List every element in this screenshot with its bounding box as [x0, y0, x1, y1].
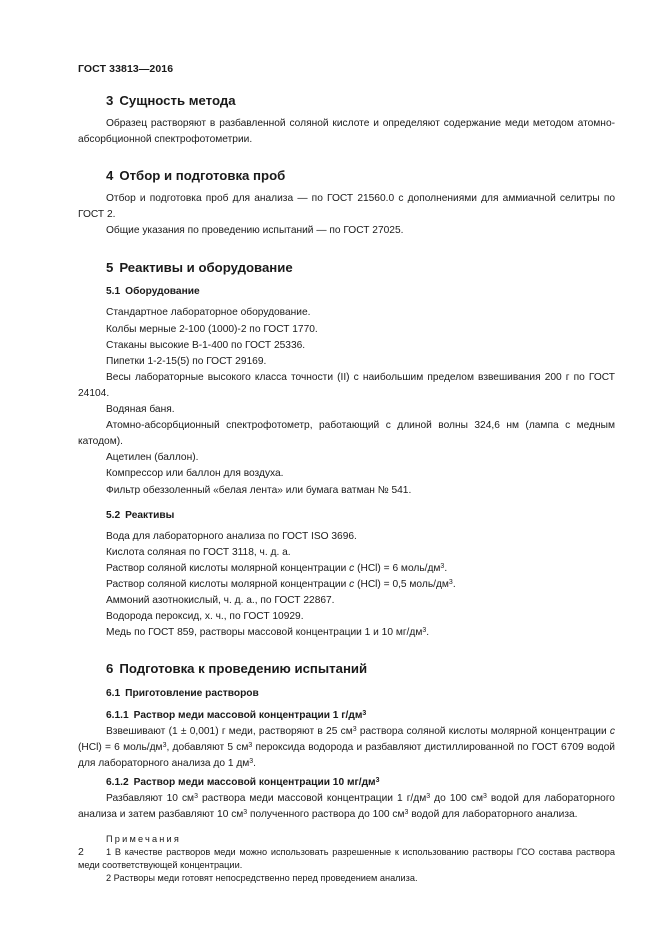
subsection-6-1-2-heading: 6.1.2 Раствор меди массовой концентрации 10 $мг/дм^3$: [106, 776, 380, 788]
document-body: [78, 93, 615, 885]
list-item: Раствор соляной кислоты молярной концентрации c (HCl) = 6 моль/$дм^3$.: [106, 562, 448, 574]
note-item: 1 В качестве растворов меди можно использовать разрешенные к использованию растворы ГСО состава раствора меди соответствующей концентрации.: [78, 846, 615, 870]
section-4-paragraph: Отбор и подготовка проб для анализа — по ГОСТ 21560.0 с дополнениями для аммиачной селитры по ГОСТ 2.: [78, 193, 615, 221]
note-item: 2 Растворы меди готовят непосредственно перед проведением анализа.: [106, 872, 418, 883]
paragraph: Разбавляют 10 $см^3$ раствора меди массовой концентрации 1 $г/дм^3$ до 100 $см^3$ водой для лабораторного анализа и затем разбавляют 10 $см^3$ полученного раствора до 100 $см^3$ водой для лабораторного анализа.: [78, 792, 615, 820]
document-header: ГОСТ 33813—2016: [78, 63, 174, 75]
section-number: 4: [106, 168, 114, 184]
list-item: Компрессор или баллон для воздуха.: [106, 468, 284, 480]
section-title: Реактивы и оборудование: [119, 260, 293, 276]
subsection-title: Оборудование: [125, 286, 200, 298]
subsection-title: Раствор меди массовой концентрации 10 мг/дм: [133, 776, 376, 788]
list-item: Весы лабораторные высокого класса точности (II) с наибольшим пределом взвешивания 200 г по ГОСТ 24104.: [78, 371, 615, 399]
notes-title: Примечания: [106, 833, 182, 844]
subsection-number: 5.1: [106, 286, 121, 298]
subsection-number: 6.1: [106, 688, 121, 700]
section-number: 3: [106, 93, 114, 108]
subsection-title: Реактивы: [125, 509, 175, 521]
section-4-paragraph: Общие указания по проведению испытаний — по ГОСТ 27025.: [106, 225, 404, 237]
list-item: Атомно-абсорбционный спектрофотометр, работающий с длиной волны 324,6 нм (лампа с медным катодом).: [78, 420, 615, 448]
list-item: Ацетилен (баллон).: [106, 452, 199, 464]
list-item: Колбы мерные 2-100 (1000)-2 по ГОСТ 1770.: [106, 323, 318, 335]
list-item: Медь по ГОСТ 859, растворы массовой концентрации 1 и 10 $мг/дм^3$.: [106, 627, 430, 639]
paragraph: Взвешивают (1 ± 0,001) г меди, растворяют в 25 $см^3$ раствора соляной кислоты молярной концентрации c (HCl) = 6 моль/$дм^3$, добавляют 5 $см^3$ пероксида водорода и разбавляют дистиллированной по ГОСТ 6709 водой для лабораторного анализа до 1 $дм^3$.: [78, 726, 615, 770]
list-item: Водорода пероксид, х. ч., по ГОСТ 10929.: [106, 611, 304, 623]
section-6-heading: [78, 661, 615, 677]
subsection-number: 6.1.2: [106, 776, 129, 788]
section-3-heading: [78, 93, 615, 109]
section-3-text: Образец растворяют в разбавленной соляной кислоте и определяют содержание меди методом атомно-абсорбционной спектрофотометрии.: [78, 118, 615, 146]
subsection-5-1-heading: [78, 284, 615, 300]
section-title: Сущность метода: [119, 93, 236, 108]
section-title: Подготовка к проведению испытаний: [119, 661, 368, 677]
list-item: Кислота соляная по ГОСТ 3118, ч. д. а.: [106, 546, 291, 558]
section-4-heading: [78, 168, 615, 184]
subsection-title: Раствор меди массовой концентрации 1 г/дм: [133, 710, 363, 722]
subsection-6-1-heading: [78, 686, 615, 702]
list-item: Водяная баня.: [106, 404, 175, 416]
list-item: Аммоний азотнокислый, ч. д. а., по ГОСТ 22867.: [106, 594, 335, 606]
list-item: Фильтр обеззоленный «белая лента» или бумага ватман № 541.: [106, 484, 412, 496]
subsection-title: Приготовление растворов: [125, 688, 259, 700]
list-item: Пипетки 1-2-15(5) по ГОСТ 29169.: [106, 355, 267, 367]
list-item: Стаканы высокие В-1-400 по ГОСТ 25336.: [106, 339, 306, 351]
subsection-5-2-heading: [78, 508, 615, 524]
list-item: Вода для лабораторного анализа по ГОСТ ISO 3696.: [106, 530, 357, 542]
section-number: 6: [106, 661, 114, 677]
list-item: Раствор соляной кислоты молярной концентрации c (HCl) = 0,5 моль/$дм^3$.: [106, 578, 456, 590]
subsection-6-1-1-heading: 6.1.1 Раствор меди массовой концентрации 1 $г/дм^3$: [106, 710, 367, 722]
page-number: 2: [78, 846, 84, 858]
section-title: Отбор и подготовка проб: [119, 168, 286, 184]
subsection-number: 6.1.1: [106, 710, 129, 722]
section-5-heading: [78, 260, 615, 276]
list-item: Стандартное лабораторное оборудование.: [106, 307, 311, 319]
section-number: 5: [106, 260, 114, 276]
subsection-number: 5.2: [106, 509, 121, 521]
